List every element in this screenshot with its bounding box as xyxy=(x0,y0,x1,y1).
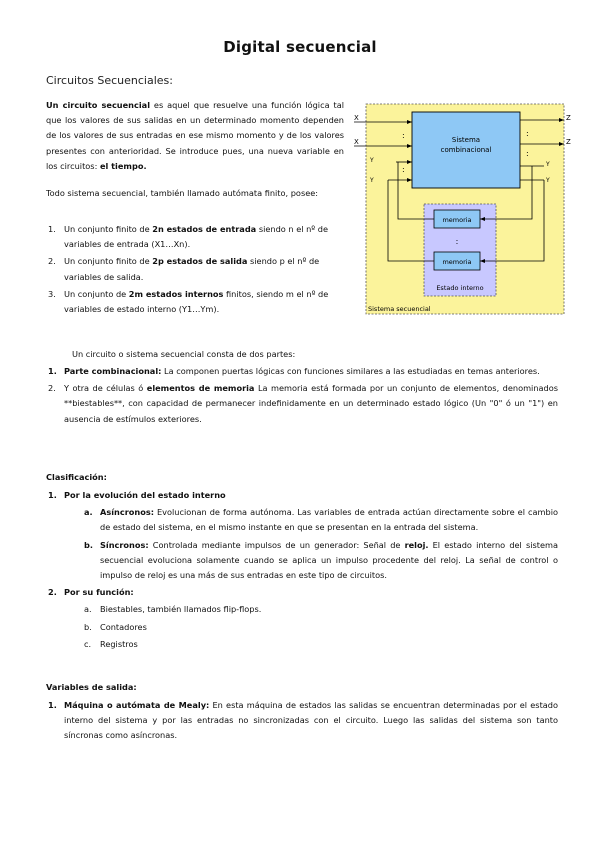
list-item: 1. Máquina o autómata de Mealy: En esta máquina de estados las salidas se encuentran determinadas por el estado interno del sistema y por las entradas no sincronizadas con el circuito. Luego las salidas del sistema son tanto síncronas como asíncronas. xyxy=(48,700,559,741)
page-title: Digital secuencial xyxy=(223,38,377,56)
outputs-list xyxy=(46,698,558,746)
output-zp-label: Z xyxy=(566,138,571,146)
parts-list xyxy=(46,364,558,429)
internal-state-label: Estado interno xyxy=(436,284,484,292)
list-item: 1. Por la evolución del estado interno a. Asíncronos: Evolucionan de forma autónoma. Las variables de entrada actúan directamente sobre el cambio de estado del sistema, en el mismo instante en que se presentan en la entrada del sistema. b. Síncronos: Controlada mediante impulsos de un generador: Señal de reloj. El estado interno del sistema secuencial evoluciona solamente cuando se aplica un impulso procedente del reloj. La señal de control o impulso de reloj es una más de sus entradas en este tipo de circuitos. xyxy=(46,488,558,583)
svg-text::: : xyxy=(526,129,529,138)
list-item: 1. Parte combinacional: La componen puertas lógicas con funciones similares a las estudiadas en temas anteriores. xyxy=(48,366,540,376)
input-xn-label: X xyxy=(354,138,359,146)
sub-list xyxy=(82,602,558,652)
combinational-label-1: Sistema xyxy=(451,136,481,144)
list-item: 2. Y otra de células ó elementos de memoria La memoria está formada por un conjunto de elementos, denominados **biestables**, con capacidad de permanecer indefinidamente en un determinado estado lógico (Un "0" ó un "1") en ausencia de estímulos exteriores. xyxy=(48,383,559,424)
list-item: 3. Un conjunto de 2m estados internos finitos, siendo m el nº de variables de estado interno (Y1…Ym). xyxy=(48,288,329,315)
outputs-heading: Variables de salida: xyxy=(46,682,137,692)
list-item: a. Biestables, también llamados flip-flops. xyxy=(84,604,262,615)
list-item: b. Síncronos: Controlada mediante impulsos de un generador: Señal de reloj. El estado interno del sistema secuencial evoluciona solamente cuando se aplica un impulso procedente del reloj. La señal de control o impulso de reloj es una más de sus entradas en este tipo de circuitos. xyxy=(84,539,558,581)
list-item: c. Registros xyxy=(84,638,138,649)
svg-text::: : xyxy=(402,131,405,140)
output-yn-label: Y xyxy=(546,177,550,184)
memory-dots: : xyxy=(455,237,459,246)
sequential-system-diagram xyxy=(352,100,584,318)
input-yn-label: Y xyxy=(370,177,374,184)
input-x1-label: X xyxy=(354,114,359,122)
combinational-label-2: combinacional xyxy=(440,146,492,154)
memory-label-1: memoria xyxy=(442,216,472,224)
classification-list xyxy=(46,488,558,654)
output-z1-label: Z xyxy=(566,114,571,122)
list-item: 2. Un conjunto finito de 2p estados de salida siendo p el nº de variables de salida. xyxy=(48,256,320,282)
sub-list xyxy=(82,505,558,583)
svg-text::: : xyxy=(526,149,529,158)
automata-properties-list xyxy=(46,222,344,319)
intro-paragraph: Un circuito secuencial es aquel que resuelve una función lógica tal que los valores de sus salidas en un determinado momento dependen de los valores de sus entradas en ese mismo momento y de los valores presentes con anterioridad. Se introduce pues, una nueva variable en los circuitos: el tiempo. xyxy=(46,100,344,171)
output-y1-label: Y xyxy=(546,161,550,168)
automata-intro: Todo sistema secuencial, también llamado autómata finito, posee: xyxy=(46,188,319,198)
system-label: Sistema secuencial xyxy=(368,305,431,313)
list-item: 2. Por su función: a. Biestables, también llamados flip-flops. b. Contadores c. Registros xyxy=(46,585,558,652)
input-y1-label: Y xyxy=(370,157,374,164)
section-subtitle: Circuitos Secuenciales: xyxy=(46,74,173,87)
svg-text::: : xyxy=(402,165,405,174)
list-item: a. Asíncronos: Evolucionan de forma autónoma. Las variables de entrada actúan directamente sobre el cambio de estado del sistema, en el mismo instante en que se presentan en la entrada del sistema. xyxy=(84,507,558,533)
list-item: 1. Un conjunto finito de 2n estados de entrada siendo n el nº de variables de entrada (X1…Xn). xyxy=(48,224,328,250)
list-item: b. Contadores xyxy=(84,621,147,632)
parts-intro: Un circuito o sistema secuencial consta de dos partes: xyxy=(72,349,296,359)
memory-label-2: memoria xyxy=(442,258,472,266)
classification-heading: Clasificación: xyxy=(46,472,107,482)
